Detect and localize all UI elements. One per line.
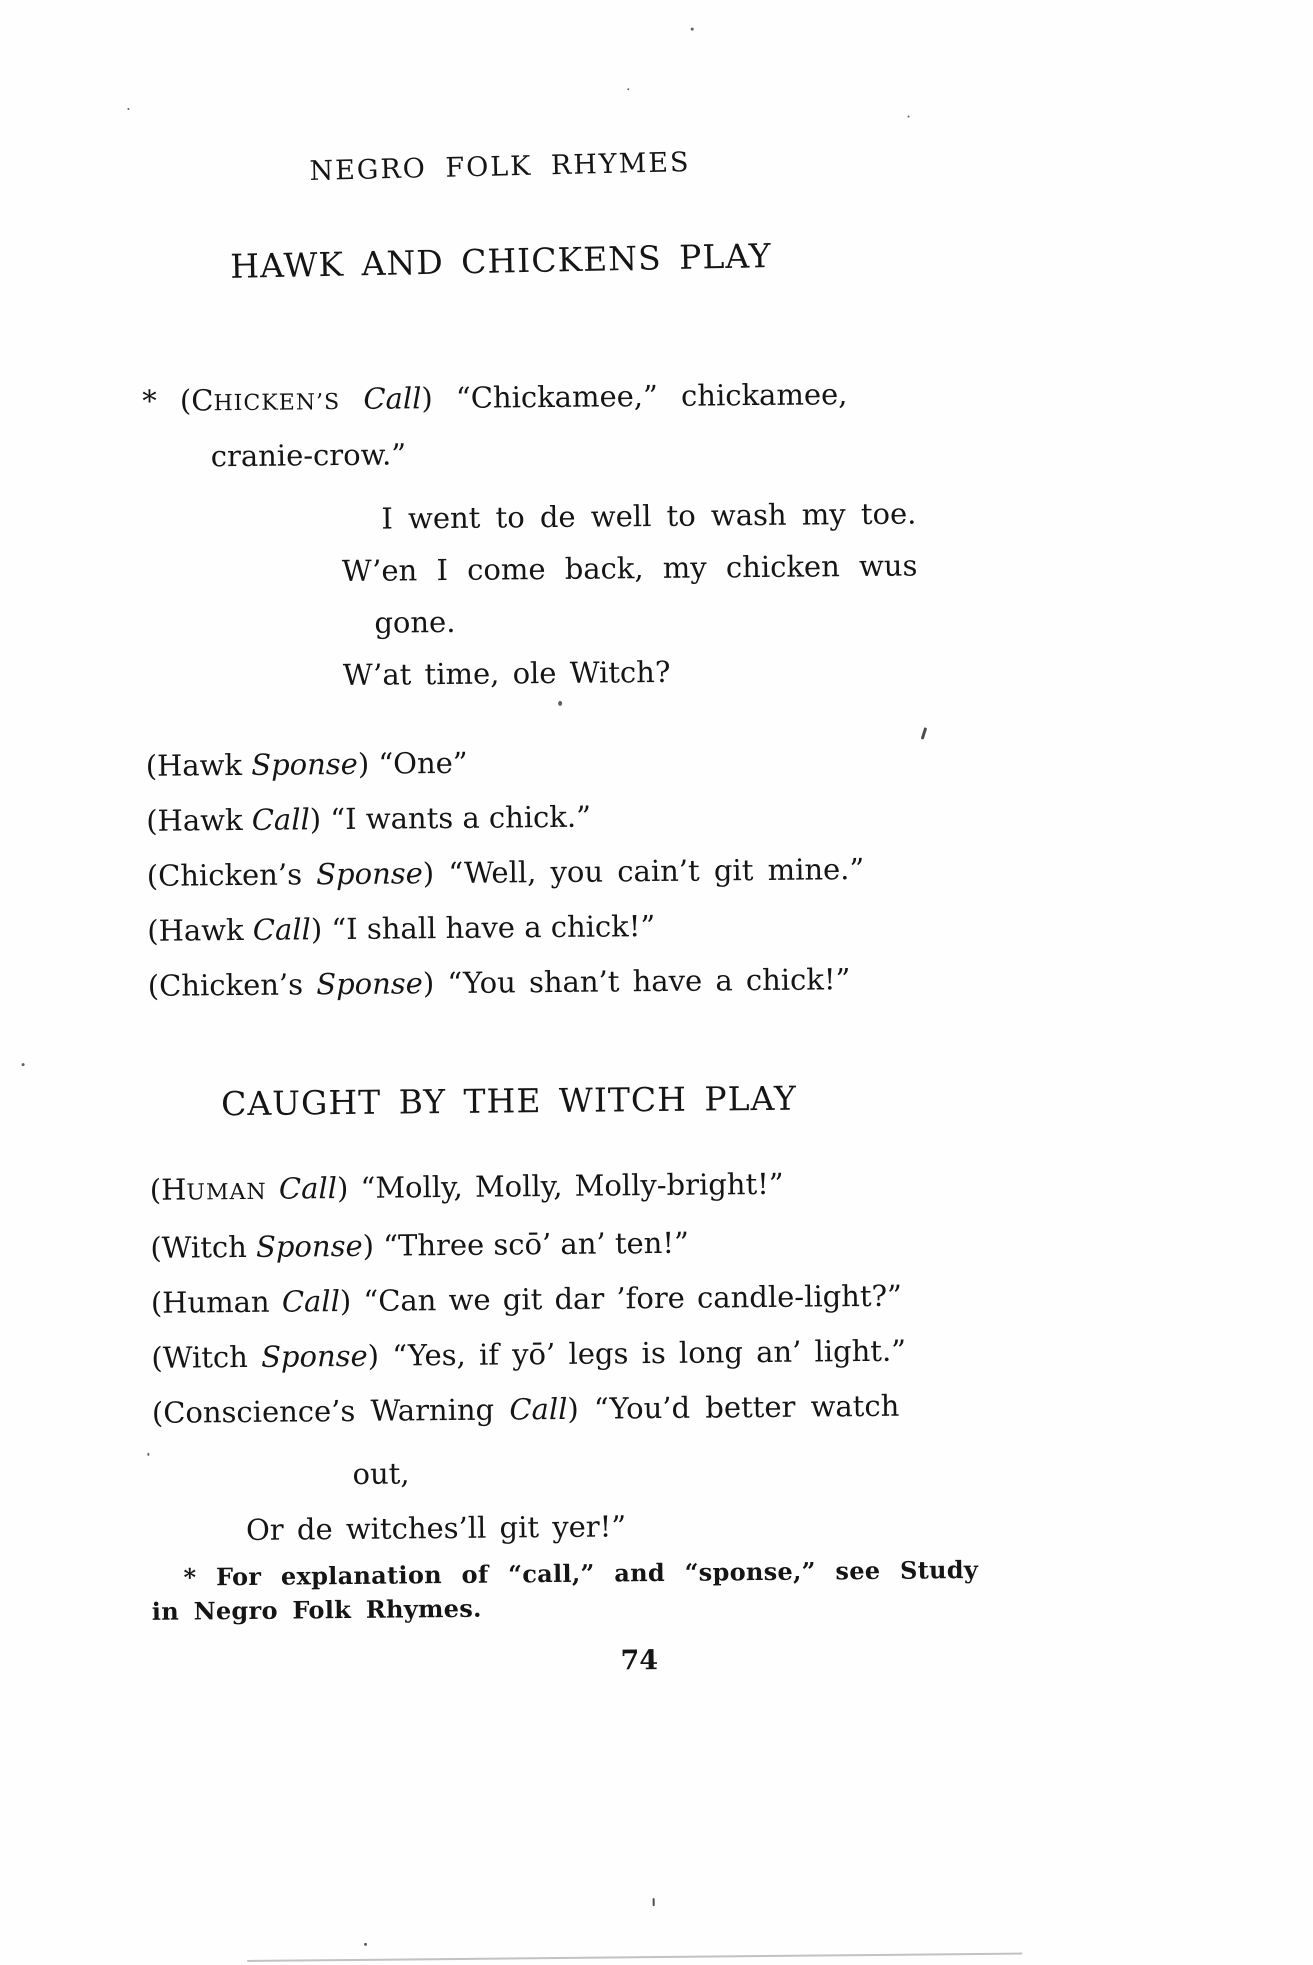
rhyme-hawk-and-chickens [142,364,1276,1014]
text-line [148,948,1276,1014]
text-segment: (Hawk [146,802,252,838]
text-line [342,536,1272,597]
text-segment: W’at time, ole Witch? [342,654,671,693]
text-segment: ) “Molly, Molly, Molly-bright!” [336,1166,784,1206]
scan-speck [691,28,694,31]
text-segment: Call [252,912,312,947]
text-segment: (Chicken’s [146,857,317,893]
text-line [381,484,1271,545]
text-segment: ) “Chickamee,” chickamee, [421,377,848,416]
text-segment: HICKEN’S [213,390,341,417]
text-segment: ) “Well, you cain’t git mine.” [422,852,865,891]
text-segment: out, [352,1456,410,1491]
text-segment: Call [251,802,310,837]
text-segment: ) “Three scō’ an’ ten!” [362,1225,689,1263]
text-line [152,1375,1280,1441]
text-segment: Sponse [260,1338,368,1374]
rhyme-caught-by-the-witch [150,1152,1282,1559]
text-segment: ) “Yes, if yō’ legs is long an’ light.” [367,1333,907,1373]
footnote [151,1550,1282,1629]
text-segment: in Negro Folk Rhymes. [151,1593,482,1626]
text-line [211,420,1271,482]
text-line [150,1152,1279,1221]
text-segment: (Witch [150,1229,257,1265]
text-segment: Sponse [316,856,423,892]
text-segment: (Hawk [145,747,252,783]
text-segment [267,1172,280,1206]
scan-speck [558,701,562,706]
text-segment: (Conscience’s Warning [151,1392,510,1430]
section-title-caught-by-the-witch: CAUGHT BY THE WITCH PLAY [220,1078,797,1124]
text-segment: ) “I wants a chick.” [309,799,592,837]
text-segment: * For explanation of “call,” and “sponse,” see Study [183,1554,979,1592]
text-segment: cranie-crow.” [210,437,407,474]
text-segment: W’en I come back, my chicken wus [341,548,918,589]
text-segment: Call [509,1391,568,1427]
scan-mark [653,1898,655,1906]
text-segment: Sponse [255,1228,363,1264]
text-segment: ) “You shan’t have a chick!” [422,962,851,1001]
text-segment: (Hawk [147,912,253,948]
text-segment: Call [363,381,422,416]
text-line [343,640,1273,701]
scan-speck [22,1063,25,1066]
text-segment: UMAN [186,1179,267,1206]
page-number: 74 [620,1645,659,1677]
scan-speck [364,1943,367,1946]
text-segment: Call [278,1171,338,1206]
running-header: NEGRO FOLK RHYMES [309,146,691,187]
text-line [246,1493,1281,1558]
text-segment: I went to de well to wash my toe. [381,496,917,536]
text-segment: ) “You’d better watch [567,1388,900,1426]
text-segment: ) “One” [357,745,468,781]
text-segment [340,382,364,416]
text-segment: Sponse [251,746,359,782]
text-segment: ( [149,1172,162,1207]
section-title-hawk-and-chickens: HAWK AND CHICKENS PLAY [229,236,772,286]
scan-edge-line [247,1953,1022,1962]
scan-speck [627,88,629,90]
text-segment: C [191,383,214,418]
scan-speck [908,116,910,118]
text-segment: * ( [142,383,192,418]
text-segment: ) “Can we git dar ’fore candle-light?” [339,1278,903,1319]
text-segment: Sponse [316,966,424,1002]
scan-speck [127,108,129,110]
text-segment: (Chicken’s [147,967,317,1003]
text-segment: ) “I shall have a chick!” [310,909,656,947]
text-line [352,1438,1280,1502]
text-segment: (Witch [151,1339,262,1375]
text-segment: (Human [150,1284,283,1320]
scan-speck [147,1453,149,1456]
text-segment: Or de witches’ll git yer!” [245,1509,627,1547]
text-segment: gone. [374,604,456,640]
text-segment: H [160,1172,187,1207]
text-line [374,588,1272,649]
text-segment: Call [281,1284,341,1319]
